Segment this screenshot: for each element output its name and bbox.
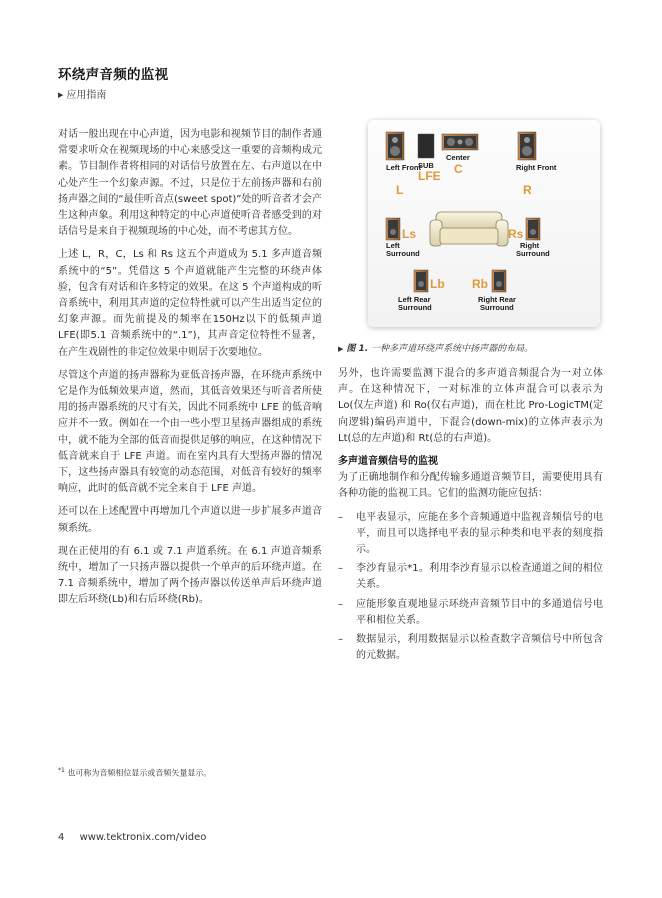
- list-item-text: 数据显示，利用数据显示以检查数字音频信号中所包含的元数据。: [356, 634, 603, 662]
- center-speaker-icon: [442, 134, 478, 150]
- right-rear-letter: Rb: [472, 277, 488, 291]
- dash-bullet: –: [338, 634, 343, 646]
- right-front-speaker-icon: [518, 132, 536, 160]
- left-rear-speaker-icon: [414, 270, 428, 292]
- left-surround-label: Left Surround: [386, 241, 420, 258]
- right-text-column: [338, 366, 603, 667]
- page-title: 环绕声音频的监视: [58, 67, 169, 83]
- list-item-text: 应能形象直观地显示环绕声音频节目中的多通道信号电平和相位关系。: [356, 598, 603, 626]
- list-item-text: 电平表显示，应能在多个音频通道中监视音频信号的电平，而且可以选择电平表的显示种类和电平表的刻度指示。: [356, 511, 603, 556]
- figure-caption: [338, 341, 533, 354]
- left-surround-letter: Ls: [402, 227, 417, 241]
- right-front-letter: R: [523, 183, 532, 197]
- right-surround-letter: Rs: [508, 227, 524, 241]
- sofa-icon: [430, 212, 508, 246]
- paragraph: 上述 L，R，C，Ls 和 Rs 这五个声道成为 5.1 多声道音频系统中的“5”。凭借这 5 个声道就能产生完整的环绕声体验，包含有对话和许多特定的效果。在这 5 个声道构成的听音系统中，利用其声道的定位特性就可以产生出适当定位的幻象声源。而先前提及的频率在150Hz以下的低频声道 LFE(即5.1 音频系统中的“.1”)，其声音定位特性不显著，在产生戏剧性的非定位效果中则居于次要地位。: [58, 249, 322, 358]
- page-number: 4: [58, 832, 65, 843]
- paragraph: 为了正确地制作和分配传输多通道音频节目，需要使用具有各种功能的监视工具。它们的监测功能应包括：: [338, 472, 603, 500]
- paragraph: 尽管这个声道的扬声器称为亚低音扬声器，在环绕声系统中它是作为低频效果声道，然而，其低音效果还与听音者所使用的扬声器系统的尺寸有关，因此不同系统中 LFE 的低音响应并不一致。例如在一个由一些小型卫星扬声器组成的系统中，就不能为全部的低音而提供足够的响应，在这种情况下低音就来自于 LFE 声道。而在室内具有大型扬声器的情况下，这些扬声器具有较宽的动态范围，对低音有较好的频率响应，此时的低音就不完全来自于 LFE 声道。: [58, 369, 322, 495]
- page-footer: [58, 832, 206, 843]
- right-surround-speaker-icon: [526, 218, 540, 240]
- footnote-mark: *1: [58, 767, 65, 774]
- speaker-layout-diagram: [368, 120, 600, 327]
- subwoofer-icon: [418, 134, 434, 158]
- right-rear-speaker-icon: [492, 270, 506, 292]
- paragraph: 另外，也许需要监测下混合的多声道音频混合为一对立体声。在这种情况下，一对标准的立体声混合可以表示为 Lo(仅左声道) 和 Ro(仅右声道)，而在杜比 Pro-LogicTM(定向逻辑)编码声道中，下混合(down-mix)的立体声表示为 Lt(总的左声道)和 Rt(总的右声道)。: [338, 368, 603, 444]
- caption-text: 一种多声道环绕声系统中扬声器的布局。: [371, 344, 534, 354]
- paragraph: 现在正使用的有 6.1 或 7.1 声道系统。在 6.1 声道音频系统中，增加了一只扬声器以提供一个单声的后环绕声道。在 7.1 音频系统中，增加了两个扬声器以传送单声后环绕声道即左后环绕(Lb)和右后环绕(Rb)。: [58, 545, 322, 606]
- footnote-text: 也可称为音频相位显示或音频矢量显示。: [67, 768, 212, 778]
- paragraph: 还可以在上述配置中再增加几个声道以进一步扩展多声道音频系统。: [58, 506, 322, 534]
- dash-bullet: –: [338, 563, 343, 575]
- dash-bullet: –: [338, 511, 343, 523]
- center-letter: C: [454, 162, 463, 176]
- list-item: [338, 561, 603, 593]
- right-rear-label: Right Rear Surround: [478, 295, 516, 312]
- list-item: [338, 632, 603, 664]
- sub-letter: LFE: [418, 169, 441, 183]
- section-heading: 多声道音频信号的监视: [338, 456, 438, 468]
- section-subtitle: [58, 86, 106, 101]
- list-item: [338, 597, 603, 629]
- center-label: Center: [446, 153, 470, 162]
- paragraph: 对话一般出现在中心声道，因为电影和视频节目的制作者通常要求听众在视频现场的中心来感受这一重要的音频构成元素。节目制作者将相同的对话信号放置在左、右声道以在中心处产生一个幻象声源。不过，只是位于左前扬声器和右前扬声器之间的“最佳听音点(sweet spot)”处的听音者才会产生这种声象。利用这种特定的中心声道使听音者感受到的对话信号是来自于视频现场的中心处，而不考虑其方位。: [58, 129, 322, 238]
- triangle-bullet-icon: ▶: [338, 345, 344, 353]
- subtitle-text: 应用指南: [66, 90, 107, 101]
- left-surround-speaker-icon: [386, 218, 400, 240]
- speaker-layout-figure: [368, 120, 600, 327]
- left-text-column: [58, 127, 322, 616]
- sub-label: SUB: [418, 161, 434, 170]
- footer-url[interactable]: www.tektronix.com/video: [79, 832, 207, 843]
- left-front-letter: L: [396, 183, 404, 197]
- list-item: [338, 510, 603, 559]
- right-surround-label: Right Surround: [516, 241, 550, 258]
- triangle-bullet-icon: ▶: [58, 91, 64, 99]
- left-rear-label: Left Rear Surround: [398, 295, 432, 312]
- dash-bullet: –: [338, 598, 343, 610]
- right-front-label: Right Front: [516, 163, 557, 172]
- left-front-speaker-icon: [386, 132, 404, 160]
- left-rear-letter: Lb: [430, 277, 445, 291]
- footnote: [58, 767, 211, 779]
- left-front-label: Left Front: [386, 163, 421, 172]
- caption-label: 图 1.: [346, 344, 369, 354]
- list-item-text: 李沙育显示*1。利用李沙育显示以检查通道之间的相位关系。: [356, 563, 603, 591]
